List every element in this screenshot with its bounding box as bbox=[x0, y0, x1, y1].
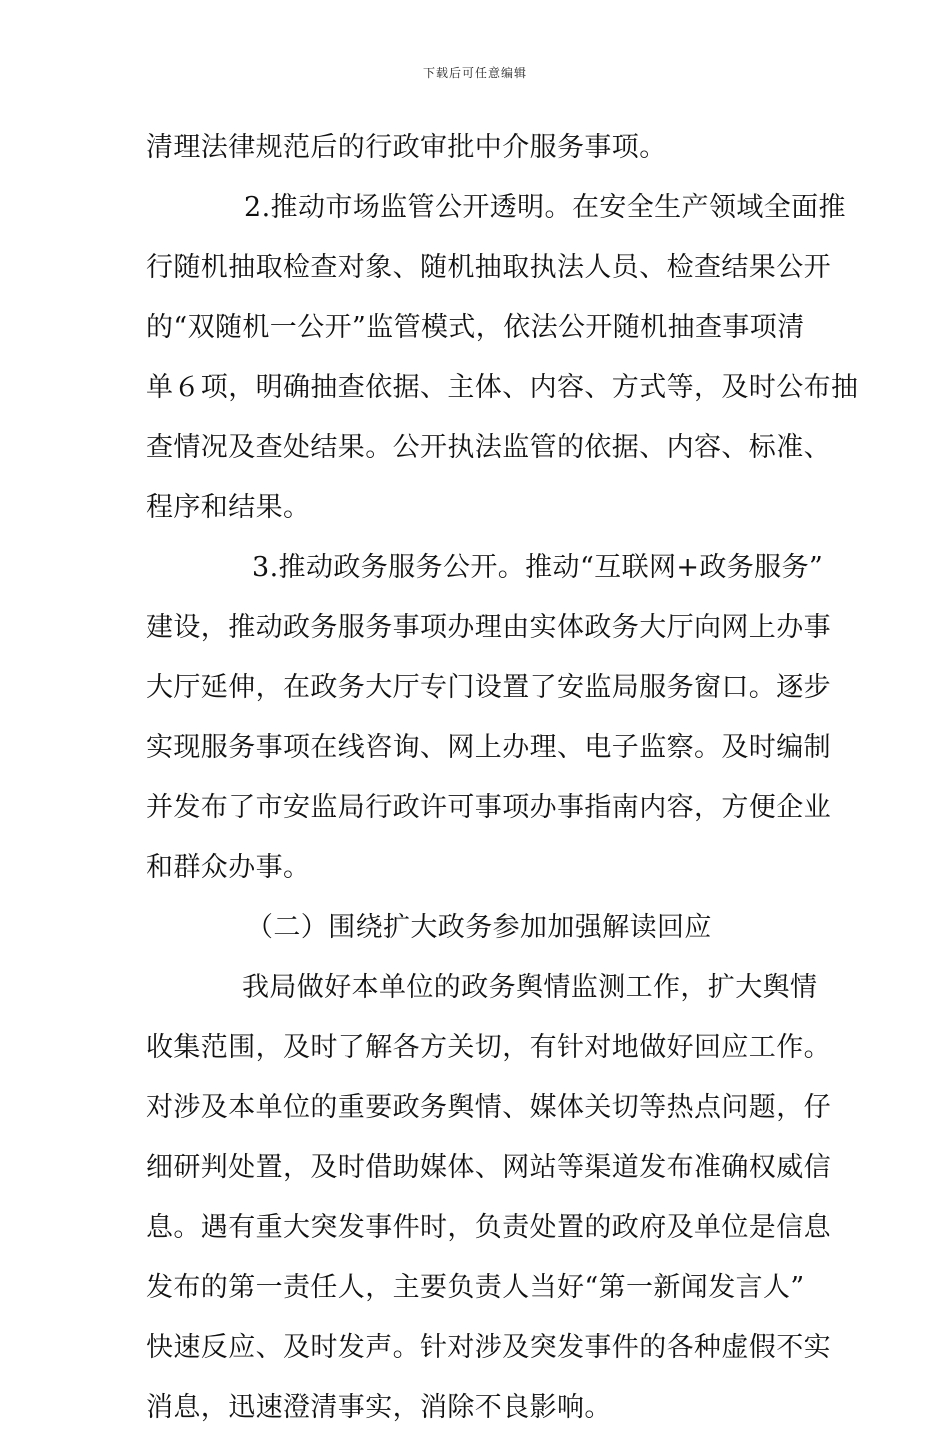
section-heading: （二）围绕扩大政务参加加强解读回应 bbox=[246, 912, 712, 943]
text-line: 查情况及查处结果。公开执法监管的依据、内容、标准、 bbox=[146, 432, 831, 463]
text-line: 清理法律规范后的行政审批中介服务事项。 bbox=[146, 132, 667, 163]
header-note: 下载后可任意编辑 bbox=[422, 66, 527, 80]
text-line: 快速反应、及时发声。针对涉及突发事件的各种虚假不实 bbox=[146, 1332, 831, 1363]
text-line: 大厅延伸，在政务大厅专门设置了安监局服务窗口。逐步 bbox=[146, 672, 831, 703]
text-line: 程序和结果。 bbox=[146, 492, 311, 523]
text-line: 行随机抽取检查对象、随机抽取执法人员、检查结果公开 bbox=[146, 252, 831, 283]
text-line: 细研判处置，及时借助媒体、网站等渠道发布准确权威信 bbox=[146, 1152, 831, 1183]
text-line: 2.推动市场监管公开透明。在安全生产领域全面推 bbox=[244, 192, 846, 223]
text-line: 实现服务事项在线咨询、网上办理、电子监察。及时编制 bbox=[146, 732, 831, 763]
text-line: 收集范围，及时了解各方关切，有针对地做好回应工作。 bbox=[146, 1032, 831, 1063]
text-line: 3.推动政务服务公开。推动“互联网+政务服务” bbox=[252, 552, 824, 583]
text-line: 消息，迅速澄清事实，消除不良影响。 bbox=[146, 1392, 612, 1423]
text-line: 并发布了市安监局行政许可事项办事指南内容，方便企业 bbox=[146, 792, 831, 823]
text-line: 我局做好本单位的政务舆情监测工作，扩大舆情 bbox=[242, 972, 818, 1003]
text-line: 息。遇有重大突发事件时，负责处置的政府及单位是信息 bbox=[146, 1212, 831, 1243]
text-line: 的“双随机一公开”监管模式，依法公开随机抽查事项清 bbox=[146, 312, 805, 343]
text-line: 对涉及本单位的重要政务舆情、媒体关切等热点问题，仔 bbox=[146, 1092, 831, 1123]
text-line: 建设，推动政务服务事项办理由实体政务大厅向网上办事 bbox=[146, 612, 831, 643]
text-line: 发布的第一责任人，主要负责人当好“第一新闻发言人” bbox=[146, 1272, 805, 1303]
text-line: 和群众办事。 bbox=[146, 852, 311, 883]
text-line: 单６项，明确抽查依据、主体、内容、方式等，及时公布抽 bbox=[146, 372, 859, 403]
document-body bbox=[146, 118, 859, 1438]
